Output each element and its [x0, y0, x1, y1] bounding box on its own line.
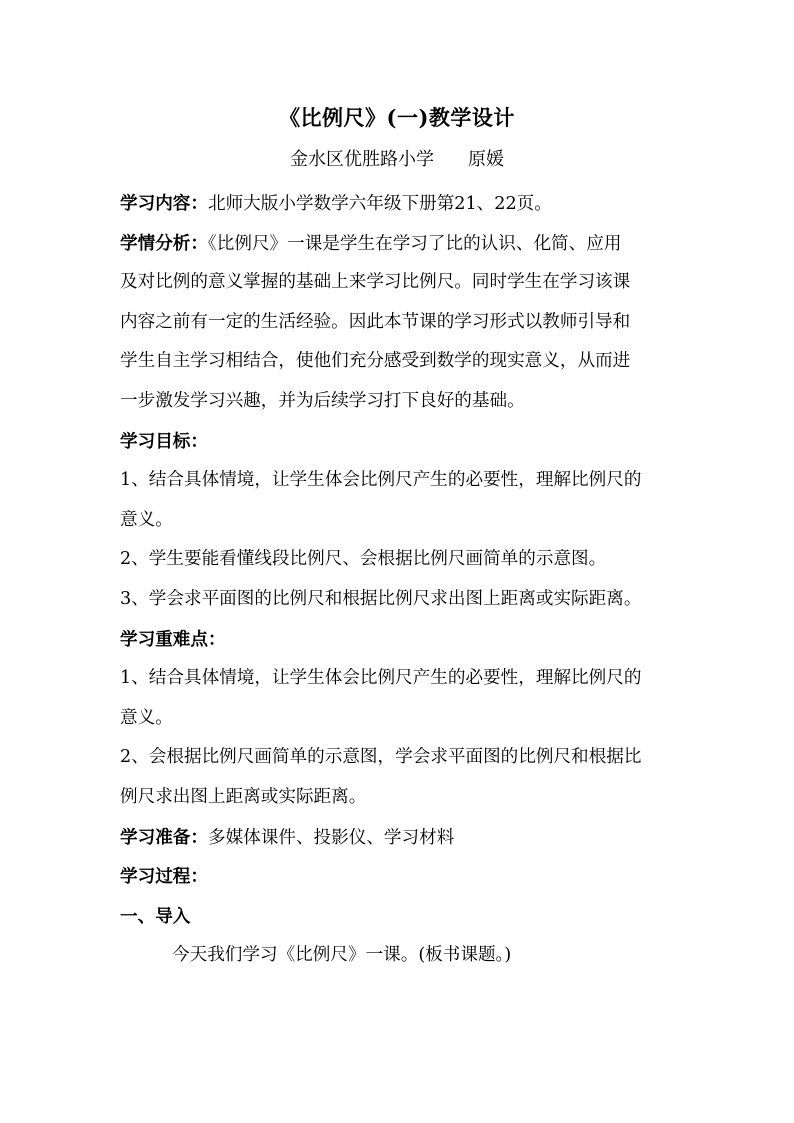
keypoints-line: 1、结合具体情境，让学生体会比例尺产生的必要性，理解比例尺的 — [120, 668, 642, 689]
goals-line: 3、学会求平面图的比例尺和根据比例尺求出图上距离或实际距离。 — [120, 588, 642, 609]
goals-heading: 学习目标： — [120, 430, 208, 452]
keypoints-line: 意义。 — [120, 707, 173, 728]
document-byline — [0, 147, 794, 173]
section-heading-intro: 一、导入 — [120, 905, 191, 927]
analysis-line: 一步激发学习兴趣，并为后续学习打下良好的基础。 — [120, 390, 525, 411]
analysis-line: 及对比例的意义掌握的基础上来学习比例尺。同时学生在学习该课 — [120, 272, 631, 293]
process-heading: 学习过程： — [120, 866, 208, 888]
goals-line: 意义。 — [120, 509, 173, 530]
prep-paragraph — [120, 818, 680, 858]
prep-text: 多媒体课件、投影仪、学习材料 — [207, 827, 455, 848]
analysis-line: 内容之前有一定的生活经验。因此本节课的学习形式以教师引导和 — [120, 311, 631, 332]
keypoints-heading: 学习重难点： — [120, 628, 226, 650]
analysis-label: 学情分析： — [120, 232, 208, 254]
keypoints-line: 例尺求出图上距离或实际距离。 — [120, 786, 367, 807]
author-name: 原媛 — [468, 149, 504, 170]
goals-line: 2、学生要能看懂线段比例尺、会根据比例尺画简单的示意图。 — [120, 549, 607, 570]
analysis-line: 《比例尺》一课是学生在学习了比的认识、化简、应用 — [207, 233, 622, 254]
analysis-line: 学生自主学习相结合，使他们充分感受到数学的现实意义，从而进 — [120, 351, 631, 372]
content-paragraph — [120, 184, 680, 224]
prep-label: 学习准备： — [120, 826, 208, 848]
school-name: 金水区优胜路小学 — [290, 149, 434, 170]
content-text: 北师大版小学数学六年级下册第21、22页。 — [207, 194, 552, 214]
intro-text: 今天我们学习《比例尺》一课。(板书课题。) — [172, 945, 512, 966]
keypoints-line: 2、会根据比例尺画简单的示意图，学会求平面图的比例尺和根据比 — [120, 747, 642, 768]
content-label: 学习内容： — [120, 193, 208, 214]
document-title: 《比例尺》(一)教学设计 — [279, 105, 515, 130]
analysis-paragraph-line — [120, 224, 680, 264]
goals-line: 1、结合具体情境，让学生体会比例尺产生的必要性，理解比例尺的 — [120, 470, 642, 491]
document-body — [120, 184, 680, 976]
